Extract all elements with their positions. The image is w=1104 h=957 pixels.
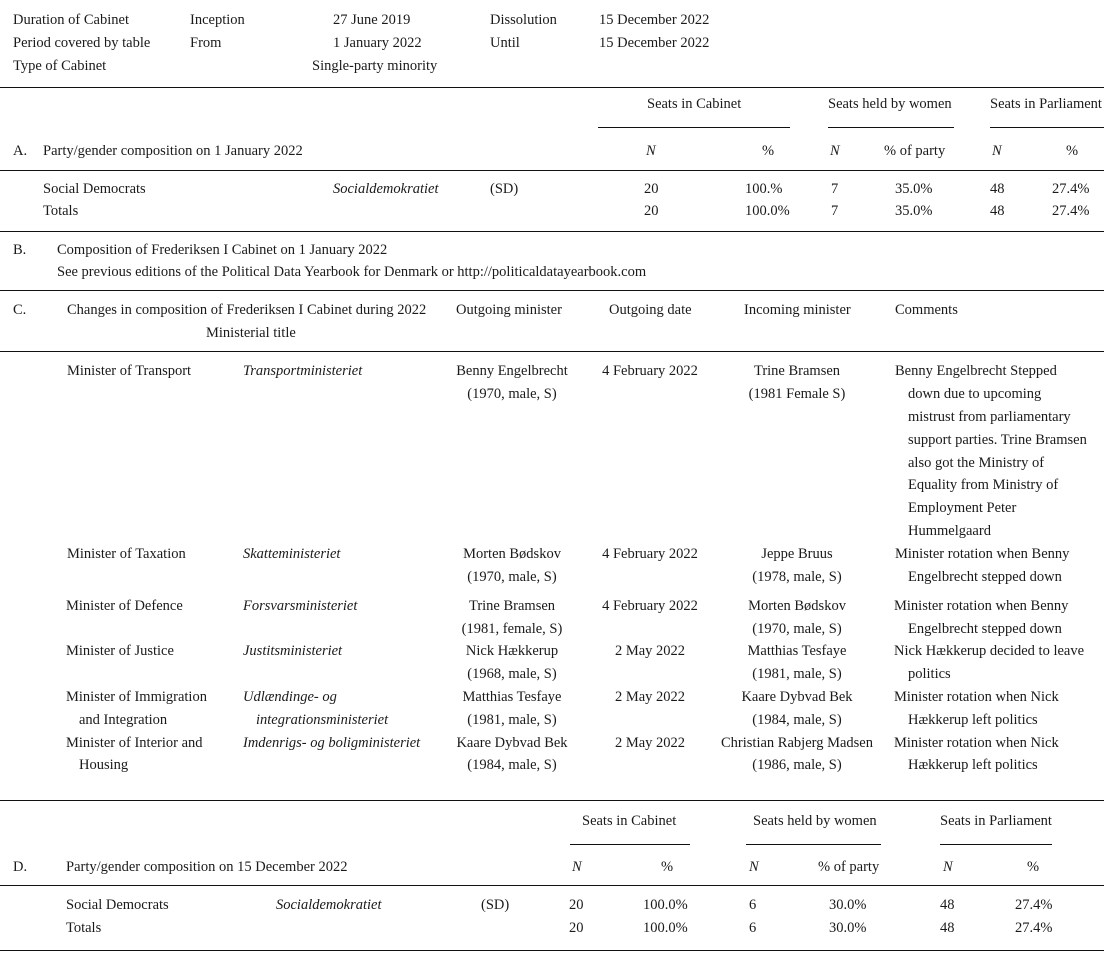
- incoming-minister: Christian Rabjerg Madsen: [721, 735, 873, 751]
- comment-line: Engelbrecht stepped down: [908, 569, 1062, 585]
- comment-line: Hummelgaard: [908, 523, 991, 539]
- section-title: Changes in composition of Frederiksen I Cabinet during 2022: [67, 302, 427, 318]
- sub-n: N: [749, 859, 759, 875]
- sub-n: N: [646, 143, 656, 159]
- comment-line: Benny Engelbrecht Stepped: [895, 363, 1057, 379]
- sub-pct: %: [661, 859, 674, 875]
- until-label: Until: [490, 35, 520, 51]
- incoming-minister-details: (1984, male, S): [752, 712, 842, 728]
- type-value: Single-party minority: [312, 58, 438, 74]
- outgoing-minister-details: (1970, male, S): [467, 569, 557, 585]
- from-label: From: [190, 35, 222, 51]
- sub-pct-party: % of party: [884, 143, 946, 159]
- party-native-name: Socialdemokratiet: [276, 897, 382, 913]
- incoming-minister: Trine Bramsen: [753, 363, 841, 379]
- parliament-underline: [990, 127, 1104, 128]
- section-title: Party/gender composition on 15 December 2022: [66, 859, 348, 875]
- women-pct: 30.0%: [829, 897, 867, 913]
- cabinet-n: 20: [569, 920, 584, 936]
- women-n: 7: [831, 181, 839, 197]
- col-comments: Comments: [895, 302, 958, 318]
- women-underline: [828, 127, 954, 128]
- sub-n: N: [943, 859, 953, 875]
- ministerial-title: Minister of Interior and: [66, 735, 203, 751]
- comment-line: Minister rotation when Nick: [894, 689, 1059, 705]
- totals-label: Totals: [43, 203, 79, 219]
- women-underline: [746, 844, 881, 845]
- outgoing-minister: Morten Bødskov: [463, 546, 561, 562]
- ministry-name: Skatteministeriet: [243, 546, 341, 562]
- sub-pct-party: % of party: [818, 859, 880, 875]
- comment-line: Minister rotation when Benny: [895, 546, 1070, 562]
- cabinet-n: 20: [569, 897, 584, 913]
- period-label: Period covered by table: [13, 35, 151, 51]
- col-seats-cabinet: Seats in Cabinet: [647, 96, 742, 112]
- comment-line: Engelbrecht stepped down: [908, 621, 1062, 637]
- col-incoming-minister: Incoming minister: [744, 302, 851, 318]
- cabinet-n: 20: [644, 181, 659, 197]
- cabinet-pct: 100.0%: [643, 920, 688, 936]
- comment-line: Hækkerup left politics: [908, 757, 1038, 773]
- outgoing-date: 4 February 2022: [602, 546, 698, 562]
- comment-line: Employment Peter: [908, 500, 1017, 516]
- incoming-minister-details: (1981 Female S): [748, 386, 846, 402]
- outgoing-minister-details: (1968, male, S): [467, 666, 557, 682]
- dissolution-label: Dissolution: [490, 12, 557, 28]
- duration-label: Duration of Cabinet: [13, 12, 129, 28]
- cabinet-pct: 100.0%: [643, 897, 688, 913]
- col-seats-parliament: Seats in Parliament: [990, 96, 1102, 112]
- comment-line: also got the Ministry of: [908, 455, 1045, 471]
- ministry-name: Transportministeriet: [243, 363, 363, 379]
- outgoing-minister-details: (1981, male, S): [467, 712, 557, 728]
- ministry-name: Imdenrigs- og boligministeriet: [243, 735, 421, 751]
- section-b-note: See previous editions of the Political Data Yearbook for Denmark or http://politicaldatayearbook.com: [57, 264, 647, 280]
- incoming-minister: Morten Bødskov: [748, 598, 846, 614]
- comment-line: Equality from Ministry of: [908, 477, 1059, 493]
- cabinet-underline: [570, 844, 690, 845]
- inception-date: 27 June 2019: [333, 12, 411, 28]
- col-outgoing-date: Outgoing date: [609, 302, 692, 318]
- ministry-name: Forsvarsministeriet: [243, 598, 358, 614]
- section-letter: A.: [13, 143, 28, 159]
- parliament-pct: 27.4%: [1015, 897, 1053, 913]
- cabinet-pct: 100.0%: [745, 203, 790, 219]
- divider: [0, 231, 1104, 232]
- parliament-pct: 27.4%: [1052, 203, 1090, 219]
- divider: [0, 87, 1104, 88]
- comment-line: Minister rotation when Nick: [894, 735, 1059, 751]
- section-title: Party/gender composition on 1 January 2022: [43, 143, 303, 159]
- dissolution-date: 15 December 2022: [599, 12, 710, 28]
- party-abbr: (SD): [490, 181, 519, 197]
- parliament-n: 48: [990, 203, 1005, 219]
- ministry-name: integrationsministeriet: [256, 712, 389, 728]
- women-n: 7: [831, 203, 839, 219]
- parliament-pct: 27.4%: [1015, 920, 1053, 936]
- party-abbr: (SD): [481, 897, 510, 913]
- ministry-name: Udlændinge- og: [243, 689, 337, 705]
- ministerial-title: Minister of Transport: [67, 363, 192, 379]
- sub-pct: %: [1027, 859, 1040, 875]
- ministerial-title: Housing: [79, 757, 129, 773]
- section-letter: B.: [13, 242, 27, 258]
- outgoing-date: 4 February 2022: [602, 598, 698, 614]
- ministry-name: Justitsministeriet: [243, 643, 343, 659]
- incoming-minister-details: (1978, male, S): [752, 569, 842, 585]
- cabinet-underline: [598, 127, 790, 128]
- comment-line: politics: [908, 666, 951, 682]
- divider: [0, 351, 1104, 352]
- col-outgoing-minister: Outgoing minister: [456, 302, 562, 318]
- outgoing-date: 2 May 2022: [614, 643, 686, 659]
- incoming-minister-details: (1986, male, S): [752, 757, 842, 773]
- parliament-pct: 27.4%: [1052, 181, 1090, 197]
- until-date: 15 December 2022: [599, 35, 710, 51]
- comment-line: Nick Hækkerup decided to leave: [894, 643, 1085, 659]
- comment-line: Minister rotation when Benny: [894, 598, 1069, 614]
- women-pct: 30.0%: [829, 920, 867, 936]
- incoming-minister: Kaare Dybvad Bek: [741, 689, 853, 705]
- section-letter: D.: [13, 859, 28, 875]
- ministerial-title: and Integration: [79, 712, 168, 728]
- party-name: Social Democrats: [66, 897, 169, 913]
- parliament-n: 48: [940, 897, 955, 913]
- parliament-n: 48: [990, 181, 1005, 197]
- women-n: 6: [749, 920, 757, 936]
- ministerial-title: Minister of Taxation: [67, 546, 186, 562]
- col-ministerial-title: Ministerial title: [206, 325, 296, 341]
- section-b-title: Composition of Frederiksen I Cabinet on 1 January 2022: [57, 242, 388, 258]
- section-letter: C.: [13, 302, 27, 318]
- ministerial-title: Minister of Defence: [66, 598, 183, 614]
- parliament-underline: [940, 844, 1052, 845]
- divider: [0, 885, 1104, 886]
- party-name: Social Democrats: [43, 181, 146, 197]
- comment-line: mistrust from parliamentary: [908, 409, 1071, 425]
- women-n: 6: [749, 897, 757, 913]
- divider: [0, 290, 1104, 291]
- outgoing-date: 2 May 2022: [614, 689, 686, 705]
- incoming-minister-details: (1970, male, S): [752, 621, 842, 637]
- comment-line: Hækkerup left politics: [908, 712, 1038, 728]
- incoming-minister-details: (1981, male, S): [752, 666, 842, 682]
- totals-label: Totals: [66, 920, 102, 936]
- outgoing-minister: Benny Engelbrecht: [456, 363, 568, 379]
- col-seats-women: Seats held by women: [828, 96, 952, 112]
- outgoing-minister-details: (1981, female, S): [461, 621, 563, 637]
- divider: [0, 170, 1104, 171]
- comment-line: down due to upcoming: [908, 386, 1042, 402]
- incoming-minister: Matthias Tesfaye: [747, 643, 847, 659]
- outgoing-date: 4 February 2022: [602, 363, 698, 379]
- comment-line: support parties. Trine Bramsen: [908, 432, 1087, 448]
- ministerial-title: Minister of Immigration: [66, 689, 207, 705]
- inception-label: Inception: [190, 12, 245, 28]
- col-seats-parliament: Seats in Parliament: [940, 813, 1052, 829]
- outgoing-date: 2 May 2022: [614, 735, 686, 751]
- sub-n: N: [572, 859, 582, 875]
- outgoing-minister: Trine Bramsen: [468, 598, 556, 614]
- women-pct: 35.0%: [895, 181, 933, 197]
- outgoing-minister: Matthias Tesfaye: [462, 689, 562, 705]
- party-native-name: Socialdemokratiet: [333, 181, 439, 197]
- outgoing-minister: Kaare Dybvad Bek: [456, 735, 568, 751]
- parliament-n: 48: [940, 920, 955, 936]
- divider: [0, 800, 1104, 801]
- ministerial-title: Minister of Justice: [66, 643, 174, 659]
- outgoing-minister-details: (1984, male, S): [467, 757, 557, 773]
- outgoing-minister: Nick Hækkerup: [465, 643, 559, 659]
- divider: [0, 950, 1104, 951]
- from-date: 1 January 2022: [333, 35, 422, 51]
- sub-n: N: [992, 143, 1002, 159]
- col-seats-women: Seats held by women: [753, 813, 877, 829]
- col-seats-cabinet: Seats in Cabinet: [582, 813, 677, 829]
- incoming-minister: Jeppe Bruus: [761, 546, 833, 562]
- cabinet-n: 20: [644, 203, 659, 219]
- cabinet-pct: 100.%: [745, 181, 783, 197]
- women-pct: 35.0%: [895, 203, 933, 219]
- outgoing-minister-details: (1970, male, S): [467, 386, 557, 402]
- sub-pct: %: [762, 143, 775, 159]
- sub-n: N: [830, 143, 840, 159]
- sub-pct: %: [1066, 143, 1079, 159]
- type-label: Type of Cabinet: [13, 58, 107, 74]
